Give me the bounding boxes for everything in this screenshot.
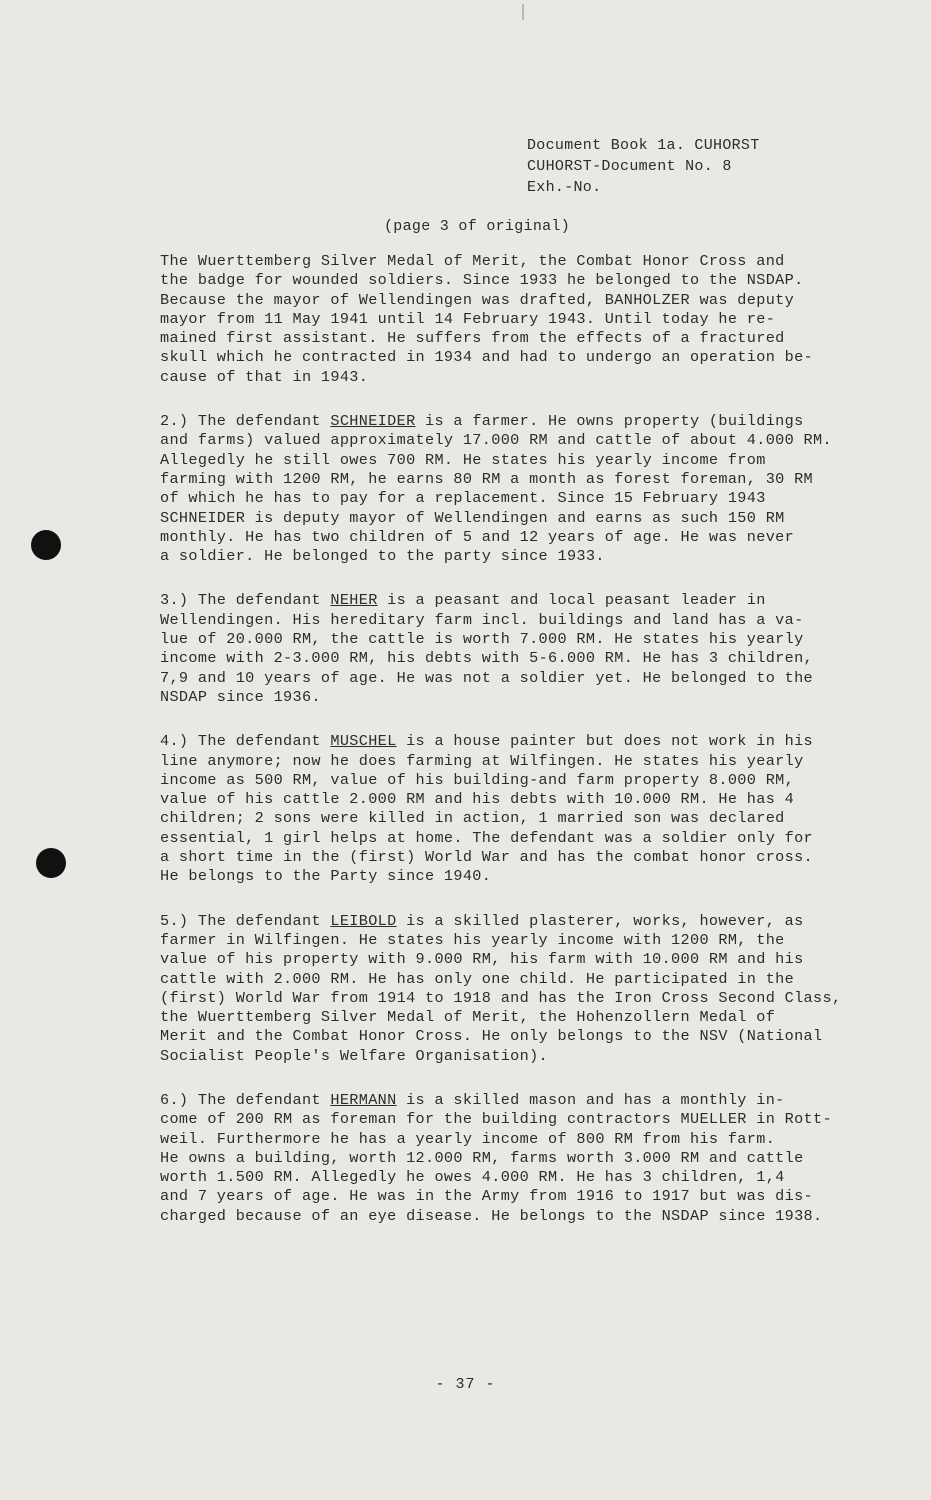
punch-hole [31, 530, 61, 560]
paragraph-muschel [160, 732, 850, 886]
text-line: come of 200 RM as foreman for the building contractors MUELLER in Rott- [160, 1110, 832, 1129]
text-line: farmer in Wilfingen. He states his yearly income with 1200 RM, the [160, 930, 785, 949]
document-header [527, 135, 760, 198]
paragraph-lead: 6.) The defendant [160, 1090, 331, 1109]
paragraph-schneider [160, 412, 850, 566]
document-number-line: CUHORST-Document No. 8 [527, 158, 732, 175]
text-line [160, 1091, 850, 1110]
defendant-name: HERMANN [330, 1090, 397, 1109]
text-line: SCHNEIDER is deputy mayor of Wellendingen and earns as such 150 RM [160, 508, 785, 527]
text-line: mained first assistant. He suffers from the effects of a fractured [160, 329, 785, 348]
text-line: lue of 20.000 RM, the cattle is worth 7.000 RM. He states his yearly [160, 630, 804, 649]
text-line: income as 500 RM, value of his building-and farm property 8.000 RM, [160, 770, 795, 789]
text-segment: is a skilled plasterer, works, however, as [396, 911, 804, 930]
text-line: value of his property with 9.000 RM, his farm with 10.000 RM and his [160, 950, 804, 969]
text-line: skull which he contracted in 1934 and had to undergo an operation be- [160, 348, 814, 367]
document-body [160, 252, 850, 1251]
defendant-name: NEHER [330, 591, 378, 610]
text-line [160, 732, 850, 751]
punch-hole [36, 848, 66, 878]
text-line: NSDAP since 1936. [160, 687, 321, 706]
text-segment: is a peasant and local peasant leader in [377, 591, 766, 610]
text-line: of which he has to pay for a replacement. Since 15 February 1943 [160, 489, 766, 508]
text-line: Wellendingen. His hereditary farm incl. buildings and land has a va- [160, 610, 804, 629]
text-line: the badge for wounded soldiers. Since 1933 he belonged to the NSDAP. [160, 271, 804, 290]
text-line: worth 1.500 RM. Allegedly he owes 4.000 RM. He has 3 children, 1,4 [160, 1168, 785, 1187]
text-line: Merit and the Combat Honor Cross. He only belongs to the NSV (National [160, 1027, 823, 1046]
text-line: line anymore; now he does farming at Wilfingen. He states his yearly [160, 751, 804, 770]
text-line: monthly. He has two children of 5 and 12 years of age. He was never [160, 527, 795, 546]
paragraph-lead: 3.) The defendant [160, 591, 331, 610]
defendant-name: LEIBOLD [330, 911, 397, 930]
document-book-line: Document Book 1a. CUHORST [527, 137, 760, 154]
text-line: farming with 1200 RM, he earns 80 RM a month as forest foreman, 30 RM [160, 469, 814, 488]
text-line: a soldier. He belonged to the party since 1933. [160, 547, 605, 566]
exhibit-number-line: Exh.-No. [527, 179, 602, 196]
text-line: (first) World War from 1914 to 1918 and has the Iron Cross Second Class, [160, 988, 842, 1007]
text-line: value of his cattle 2.000 RM and his debts with 10.000 RM. He has 4 [160, 790, 795, 809]
text-line: the Wuerttemberg Silver Medal of Merit, the Hohenzollern Medal of [160, 1008, 776, 1027]
text-line: He belongs to the Party since 1940. [160, 867, 492, 886]
defendant-name: MUSCHEL [330, 732, 397, 751]
text-line [160, 591, 850, 610]
page-number: - 37 - [435, 1376, 496, 1393]
original-page-reference: (page 3 of original) [384, 218, 571, 235]
paragraph-lead: 2.) The defendant [160, 412, 331, 431]
text-line: essential, 1 girl helps at home. The defendant was a soldier only for [160, 828, 814, 847]
text-line: weil. Furthermore he has a yearly income of 800 RM from his farm. [160, 1129, 776, 1148]
text-line: cause of that in 1943. [160, 367, 369, 386]
text-line: Socialist People's Welfare Organisation). [160, 1046, 549, 1065]
text-line: and farms) valued approximately 17.000 RM and cattle of about 4.000 RM. [160, 431, 832, 450]
text-line: cattle with 2.000 RM. He has only one child. He participated in the [160, 969, 795, 988]
text-line: a short time in the (first) World War and has the combat honor cross. [160, 848, 814, 867]
paragraph-leibold [160, 912, 850, 1066]
text-line: Allegedly he still owes 700 RM. He states his yearly income from [160, 450, 766, 469]
text-line [160, 412, 850, 431]
text-segment: is a house painter but does not work in his [396, 732, 814, 751]
text-line: children; 2 sons were killed in action, 1 married son was declared [160, 809, 785, 828]
text-line: mayor from 11 May 1941 until 14 February 1943. Until today he re- [160, 309, 776, 328]
paragraph-lead: 4.) The defendant [160, 732, 331, 751]
text-line: The Wuerttemberg Silver Medal of Merit, the Combat Honor Cross and [160, 252, 785, 270]
text-segment: is a skilled mason and has a monthly in- [396, 1090, 785, 1109]
text-line: and 7 years of age. He was in the Army from 1916 to 1917 but was dis- [160, 1187, 814, 1206]
text-line: He owns a building, worth 12.000 RM, farms worth 3.000 RM and cattle [160, 1148, 804, 1167]
paragraph-neher [160, 591, 850, 707]
paragraph-hermann [160, 1091, 850, 1226]
paper-mark [522, 4, 524, 20]
text-line: Because the mayor of Wellendingen was drafted, BANHOLZER was deputy [160, 290, 795, 309]
text-line: 7,9 and 10 years of age. He was not a soldier yet. He belonged to the [160, 668, 814, 687]
paragraph-lead: 5.) The defendant [160, 911, 331, 930]
text-line: income with 2-3.000 RM, his debts with 5-6.000 RM. He has 3 children, [160, 649, 814, 668]
text-line [160, 912, 850, 931]
defendant-name: SCHNEIDER [330, 412, 416, 431]
text-line: charged because of an eye disease. He belongs to the NSDAP since 1938. [160, 1206, 823, 1225]
paragraph-intro [160, 252, 850, 387]
text-segment: is a farmer. He owns property (buildings [415, 412, 804, 431]
